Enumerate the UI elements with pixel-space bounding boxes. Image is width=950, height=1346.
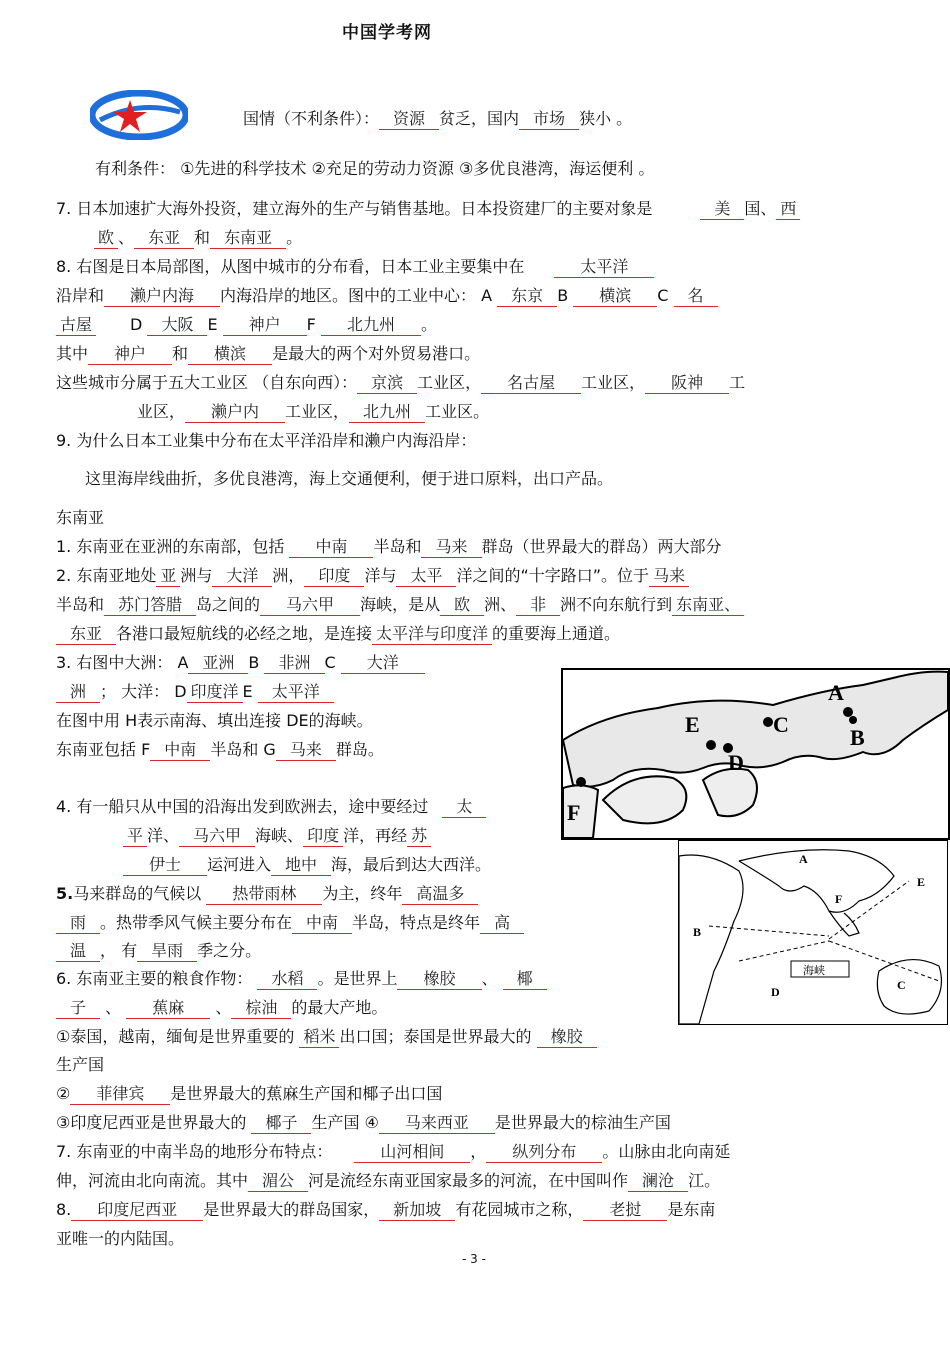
brand-header: 中国学考网	[342, 23, 432, 43]
sea-q6-line-6: ③印度尼西亚是世界最大的 椰子 生产国 ④ 马来西亚 是世界最大的棕油生产国	[56, 1113, 671, 1132]
sea-q6-line-5: ② 菲律宾 是世界最大的蕉麻生产国和椰子出口国	[56, 1084, 443, 1103]
sea-q6-line-1: 6. 东南亚主要的粮食作物： 水稻 。是世界上 橡胶 、 椰	[56, 968, 547, 990]
sea-label-e: E	[917, 875, 926, 889]
strait-label: 海峡	[803, 964, 825, 977]
label-b: B	[850, 725, 865, 750]
sea-q6-line-3: ①泰国，越南，缅甸是世界重要的 稻米 出口国；泰国是世界最大的 橡胶	[56, 1026, 597, 1048]
sea-q1: 1. 东南亚在亚洲的东南部，包括 中南 半岛和 马来 群岛（世界最大的群岛）两大部分	[56, 537, 722, 556]
map-dot	[763, 717, 773, 727]
page-number: - 3 -	[462, 1252, 486, 1266]
q7-line-2: 欧 、 东亚 和 东南亚 。	[94, 227, 302, 249]
sea-label-f: F	[835, 892, 843, 906]
map-dot	[576, 777, 586, 787]
sea-label-d: D	[771, 985, 780, 999]
label-f: F	[567, 800, 581, 825]
map-dot	[843, 707, 853, 717]
q8-line-1: 8. 右图是日本局部图，从图中城市的分布看，日本工业主要集中在 太平洋	[56, 256, 654, 278]
sea-q3-line-1: 3. 右图中大洲： A 亚洲 B 非洲 C 大洋	[56, 652, 425, 674]
sea-q8-line-1: 8. 印度尼西亚 是世界最大的群岛国家， 新加坡 有花园城市之称， 老挝 是东南	[56, 1200, 716, 1219]
q8-line-6: 业区， 濑户内 工业区， 北九州 工业区。	[137, 402, 490, 421]
label-e: E	[685, 712, 700, 737]
q8-line-3: 古屋 D 大阪 E 神户 F 北九州 。	[56, 314, 437, 336]
q8-line-4: 其中 神户 和 横滨 是最大的两个对外贸易港口。	[56, 344, 481, 363]
label-c: C	[773, 712, 789, 737]
japan-map-drawing	[563, 670, 948, 838]
sea-label-c: C	[897, 978, 906, 992]
sea-q7-line-1: 7. 东南亚的中南半岛的地形分布特点： 山河相间 ， 纵列分布 。山脉由北向南延	[56, 1142, 731, 1161]
sea-q6-line-4: 生产国	[56, 1055, 105, 1074]
sea-label-b: B	[693, 925, 702, 939]
sea-q2-line-2: 半岛和 苏门答腊 岛之间的 马六甲 海峡，是从 欧 洲、 非 洲不向东航行到 东南亚、	[56, 594, 744, 616]
map-dot	[706, 740, 716, 750]
logo-icon	[90, 90, 188, 140]
map-dot	[849, 716, 857, 724]
sea-q4-line-1: 4. 有一船只从中国的沿海出发到欧洲去，途中要经过 太	[56, 796, 486, 818]
favorable-line: 有利条件： ①先进的科学技术 ②充足的劳动力资源 ③多优良港湾，海运便利 。	[95, 159, 655, 178]
conditions-line: 国情（不利条件）： 资源 贫乏，国内 市场 狭小 。	[243, 109, 633, 128]
q7-line-1: 7. 日本加速扩大海外投资，建立海外的生产与销售基地。日本投资建厂的主要对象是 美 国、 西	[56, 198, 800, 220]
sea-q3-line-3: 在图中用 H表示南海、填出连接 DE的海峡。	[56, 711, 373, 730]
label-a: A	[828, 680, 844, 705]
sea-map-drawing	[679, 841, 947, 1024]
label-d: D	[728, 750, 744, 775]
section-title: 东南亚	[56, 508, 105, 527]
sea-q5-line-3: 温 ， 有 旱雨 季之分。	[56, 940, 261, 962]
sea-q6-line-2: 子 、 蕉麻 、 棕油 的最大产地。	[56, 997, 387, 1019]
sea-q7-line-2: 伸，河流由北向南流。其中 湄公 河是流经东南亚国家最多的河流，在中国叫作 澜沧 江。	[56, 1171, 721, 1190]
q8-line-2: 沿岸和 濑户内海 内海沿岸的地区。图中的工业中心： A 东京 B 横滨 C 名	[56, 285, 718, 307]
sea-q2-line-1: 2. 东南亚地处 亚 洲与 大洋 洲， 印度 洋与 太平 洋之间的“十字路口”。位于 马来	[56, 565, 689, 587]
sea-q8-line-2: 亚唯一的内陆国。	[56, 1229, 185, 1248]
sea-q4-line-3: 伊士 运河进入 地中 海，最后到达大西洋。	[123, 854, 491, 876]
q8-line-5: 这些城市分属于五大工业区 （自东向西）： 京滨 工业区， 名古屋 工业区， 阪神 工	[56, 373, 746, 392]
sea-q4-line-2: 平 洋、 马六甲 海峡、 印度 洋，再经 苏	[123, 825, 431, 847]
sea-q5-line-2: 雨 。热带季风气候主要分布在 中南 半岛，特点是终年 高	[56, 912, 524, 934]
q9-answer: 这里海岸线曲折，多优良港湾，海上交通便利，便于进口原料，出口产品。	[85, 469, 614, 488]
sea-label-a: A	[799, 852, 808, 866]
sea-q2-line-3: 东亚 各港口最短航线的必经之地，是连接 太平洋与印度洋 的重要海上通道。	[56, 623, 620, 645]
japan-map	[561, 668, 950, 840]
sea-q3-line-4: 东南亚包括 F 中南 半岛和 G 马来 群岛。	[56, 740, 384, 759]
q9-question: 9. 为什么日本工业集中分布在太平洋沿岸和濑户内海沿岸：	[56, 431, 477, 450]
sea-q3-line-2: 洲 ； 大洋： D 印度洋 E 太平洋	[56, 681, 334, 703]
southeast-asia-map	[678, 840, 948, 1025]
sea-q5-line-1: 5.马来群岛的气候以 热带雨林 为主，终年 高温多	[56, 883, 478, 905]
